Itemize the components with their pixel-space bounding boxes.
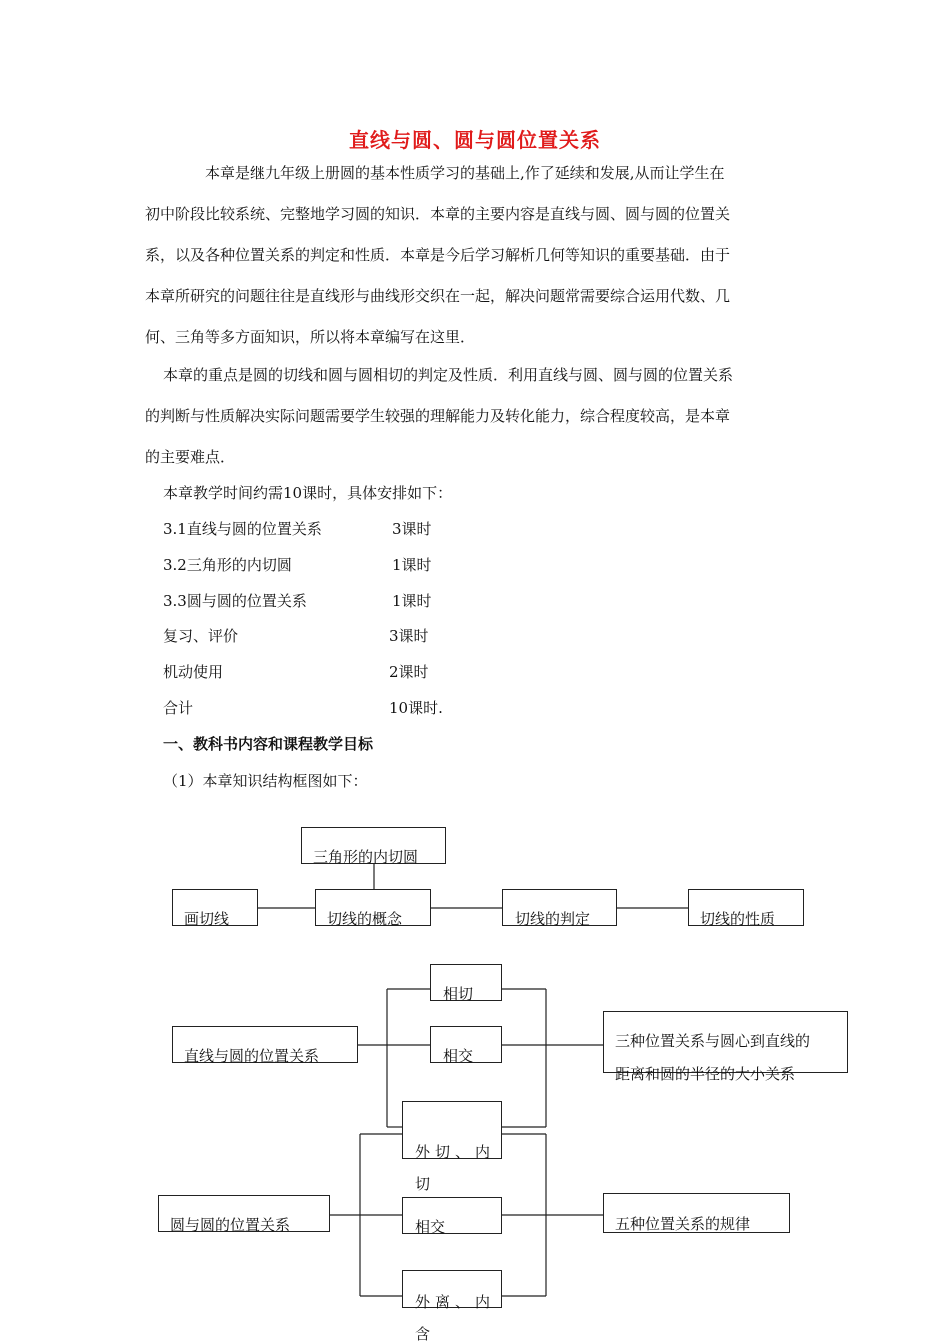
- intro-line-2: 初中阶段比较系统、完整地学习圆的知识．本章的主要内容是直线与圆、圆与圆的位置关: [145, 205, 731, 223]
- schedule-hours: 1课时: [392, 592, 432, 610]
- intro-line-4: 本章所研究的问题往往是直线形与曲线形交织在一起，解决问题常需要综合运用代数、几: [145, 287, 731, 305]
- schedule-item: 3.1直线与圆的位置关系: [163, 520, 322, 538]
- schedule-hours: 3课时: [392, 520, 432, 538]
- tangent-label: 相切: [443, 985, 474, 1003]
- line-circle-label: 直线与圆的位置关系: [184, 1047, 320, 1065]
- tangent-property-label: 切线的性质: [700, 910, 776, 928]
- three-relations-label-2: 距离和圆的半径的大小关系: [615, 1065, 796, 1083]
- schedule-hours: 3课时: [389, 627, 429, 645]
- schedule-item: 合计: [163, 699, 194, 717]
- focus-line-1: 本章的重点是圆的切线和圆与圆相切的判定及性质．利用直线与圆、圆与圆的位置关系: [163, 366, 734, 384]
- schedule-hours: 2课时: [389, 663, 429, 681]
- schedule-item: 3.3圆与圆的位置关系: [163, 592, 307, 610]
- five-rules-label: 五种位置关系的规律: [615, 1215, 751, 1233]
- circle-circle-label: 圆与圆的位置关系: [170, 1216, 291, 1234]
- schedule-hours: 10课时.: [389, 699, 443, 717]
- ext-int-tangent-label-2: 切: [415, 1175, 431, 1193]
- intersect-label: 相交: [443, 1047, 474, 1065]
- page-title: 直线与圆、圆与圆位置关系: [349, 128, 601, 152]
- schedule-item: 3.2三角形的内切圆: [163, 556, 292, 574]
- schedule-item: 复习、评价: [163, 627, 239, 645]
- incircle-label: 三角形的内切圆: [313, 848, 419, 866]
- focus-line-2: 的判断与性质解决实际问题需要学生较强的理解能力及转化能力，综合程度较高，是本章: [145, 407, 731, 425]
- section-heading: 一、教科书内容和课程教学目标: [163, 735, 374, 753]
- intro-line-3: 系，以及各种位置关系的判定和性质．本章是今后学习解析几何等知识的重要基础．由于: [145, 246, 731, 264]
- ext-int-contain-label-1: 外离、内: [415, 1293, 496, 1311]
- focus-line-3: 的主要难点．: [145, 448, 236, 466]
- tangent-concept-label: 切线的概念: [327, 910, 403, 928]
- intro-line-1: 本章是继九年级上册圆的基本性质学习的基础上,作了延续和发展,从而让学生在: [205, 164, 725, 182]
- schedule-item: 机动使用: [163, 663, 224, 681]
- ext-int-tangent-label-1: 外切、内: [415, 1143, 496, 1161]
- three-relations-label-1: 三种位置关系与圆心到直线的: [615, 1032, 811, 1050]
- subsection-heading: （1）本章知识结构框图如下：: [163, 772, 368, 790]
- cc-intersect-label: 相交: [415, 1218, 446, 1236]
- schedule-hours: 1课时: [392, 556, 432, 574]
- tangent-judge-label: 切线的判定: [515, 910, 591, 928]
- draw-tangent-label: 画切线: [184, 910, 230, 928]
- ext-int-contain-label-2: 含: [415, 1325, 431, 1343]
- schedule-intro: 本章教学时间约需10课时，具体安排如下：: [163, 484, 453, 502]
- intro-line-5: 何、三角等多方面知识，所以将本章编写在这里．: [145, 328, 476, 346]
